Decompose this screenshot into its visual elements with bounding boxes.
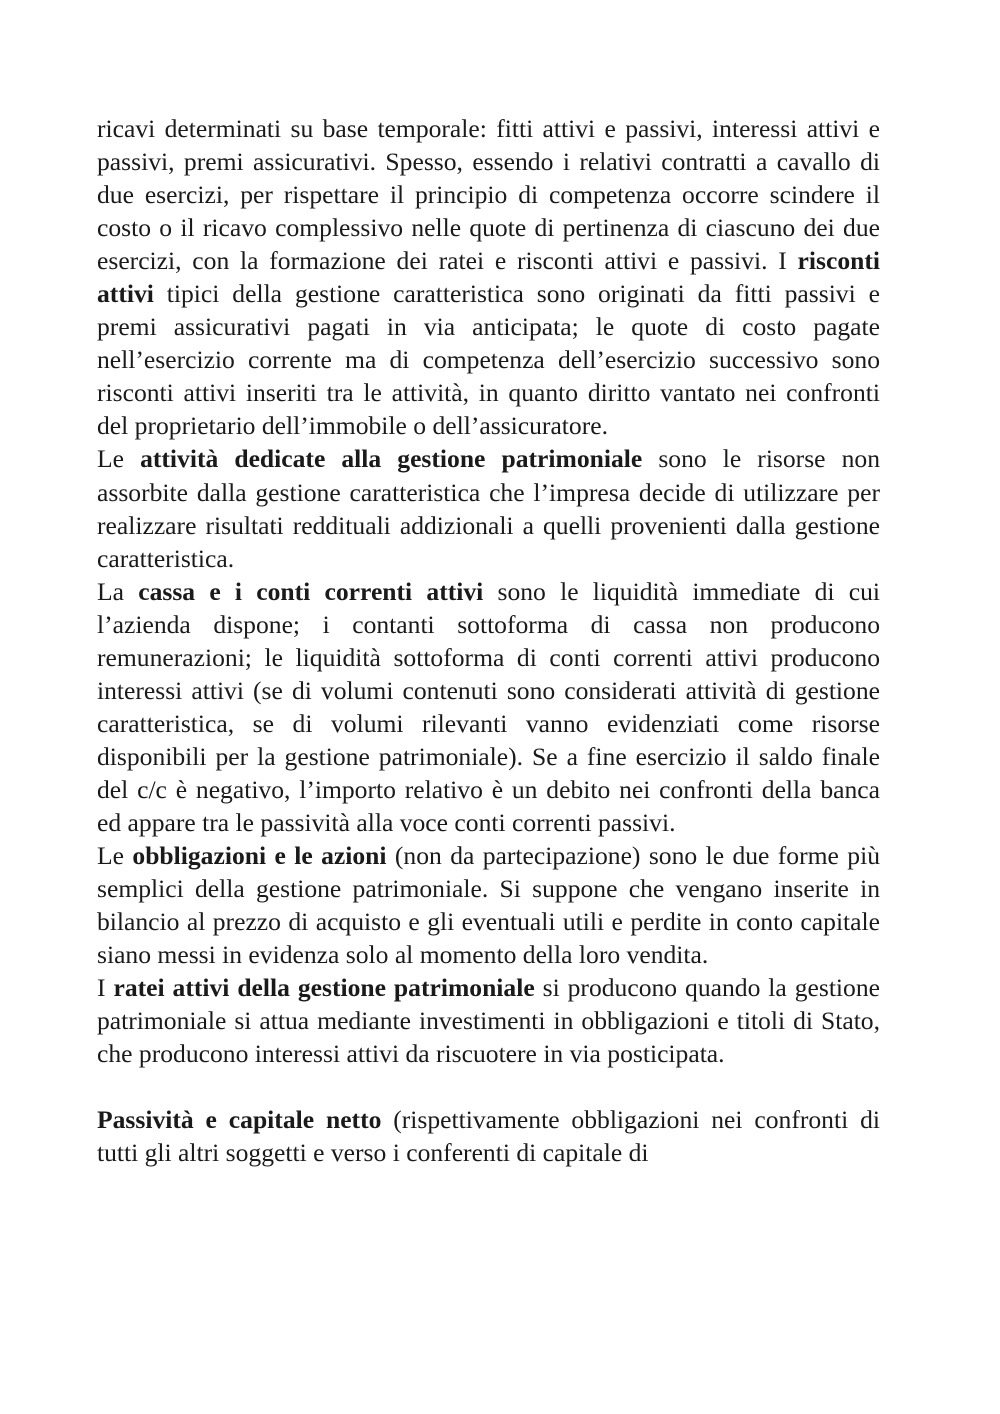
paragraph-p1 — [97, 112, 880, 442]
text-segment: Le — [97, 444, 141, 474]
bold-term: Passività e capitale netto — [97, 1105, 382, 1135]
bold-term: risconti attivi — [97, 246, 880, 309]
paragraph-p2 — [97, 442, 880, 574]
bold-term: obbligazioni e le azioni — [132, 841, 387, 871]
bold-term: attività dedicate alla gestione patrimoniale — [140, 444, 643, 474]
bold-term: cassa e i conti correnti attivi — [138, 576, 484, 606]
text-segment: si producono quando la gestione patrimoniale si attua mediante investimenti in obbligazioni e titoli di Stato, che producono interessi attivi da riscuotere in via posticipata. — [97, 973, 880, 1069]
document-page — [97, 112, 880, 1169]
text-segment: tipici della gestione caratteristica sono originati da fitti passivi e premi assicurativi pagati in via anticipata; le quote di costo pagate nell’esercizio corrente ma di competenza dell’esercizio successivo sono risconti attivi inseriti tra le attività, in quanto diritto vantato nei confronti del proprietario dell’immobile o dell’assicuratore. — [97, 279, 880, 441]
paragraph-p4 — [97, 839, 880, 971]
text-segment: La — [97, 576, 139, 606]
text-segment: (non da partecipazione) sono le due forme più semplici della gestione patrimoniale. Si suppone che vengano inserite in bilancio al prezzo di acquisto e gli eventuali utili e perdite in conto capitale siano messi in evidenza solo al momento della loro vendita. — [97, 841, 880, 970]
text-segment: Le — [97, 841, 133, 871]
body-text — [97, 112, 880, 1169]
text-segment: (rispettivamente obbligazioni nei confronti di tutti gli altri soggetti e verso i conferenti di capitale di — [97, 1105, 880, 1168]
paragraph-p3 — [97, 575, 880, 839]
paragraph-gap — [97, 1070, 880, 1103]
paragraph-p6 — [97, 1103, 880, 1169]
bold-term: ratei attivi della gestione patrimoniale — [113, 973, 535, 1003]
text-segment: I — [97, 973, 114, 1003]
paragraph-p5 — [97, 971, 880, 1070]
text-segment: sono le risorse non assorbite dalla gestione caratteristica che l’impresa decide di utilizzare per realizzare risultati reddituali addizionali a quelli provenienti dalla gestione caratteristica. — [97, 444, 880, 573]
text-segment: ricavi determinati su base temporale: fitti attivi e passivi, interessi attivi e passivi, premi assicurativi. Spesso, essendo i relativi contratti a cavallo di due esercizi, per rispettare il principio di competenza occorre scindere il costo o il ricavo complessivo nelle quote di pertinenza di ciascuno dei due esercizi, con la formazione dei ratei e risconti attivi e passivi. I — [97, 114, 880, 276]
text-segment: sono le liquidità immediate di cui l’azienda dispone; i contanti sottoforma di cassa non producono remunerazioni; le liquidità sottoforma di conti correnti attivi producono interessi attivi (se di volumi contenuti sono considerati attività di gestione caratteristica, se di volumi rilevanti vanno evidenziati come risorse disponibili per la gestione patrimoniale). Se a fine esercizio il saldo finale del c/c è negativo, l’importo relativo è un debito nei confronti della banca ed appare tra le passività alla voce conti correnti passivi. — [97, 576, 880, 837]
